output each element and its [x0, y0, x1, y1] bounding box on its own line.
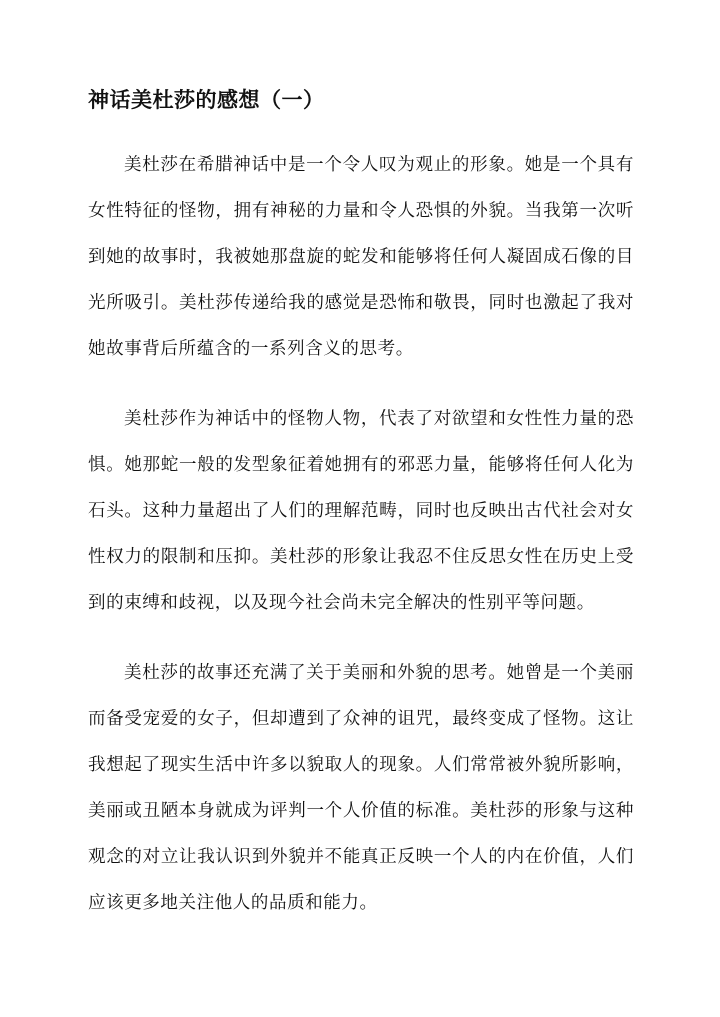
document-body	[88, 142, 634, 950]
document-title: 神话美杜莎的感想（一）	[88, 87, 325, 112]
paragraph-1: 美杜莎在希腊神话中是一个令人叹为观止的形象。她是一个具有女性特征的怪物，拥有神秘的力量和令人恐惧的外貌。当我第一次听到她的故事时，我被她那盘旋的蛇发和能够将任何人凝固成石像的目光所吸引。美杜莎传递给我的感觉是恐怖和敬畏，同时也激起了我对她故事背后所蕴含的一系列含义的思考。	[88, 155, 634, 359]
paragraph-3: 美杜莎的故事还充满了关于美丽和外貌的思考。她曾是一个美丽而备受宠爱的女子，但却遭到了众神的诅咒，最终变成了怪物。这让我想起了现实生活中许多以貌取人的现象。人们常常被外貌所影响，美丽或丑陋本身就成为评判一个人价值的标准。美杜莎的形象与这种观念的对立让我认识到外貌并不能真正反映一个人的内在价值，人们应该更多地关注他人的品质和能力。	[88, 663, 634, 913]
paragraph-2: 美杜莎作为神话中的怪物人物，代表了对欲望和女性性力量的恐惧。她那蛇一般的发型象征着她拥有的邪恶力量，能够将任何人化为石头。这种力量超出了人们的理解范畴，同时也反映出古代社会对女性权力的限制和压抑。美杜莎的形象让我忍不住反思女性在历史上受到的束缚和歧视，以及现今社会尚未完全解决的性别平等问题。	[88, 409, 634, 613]
